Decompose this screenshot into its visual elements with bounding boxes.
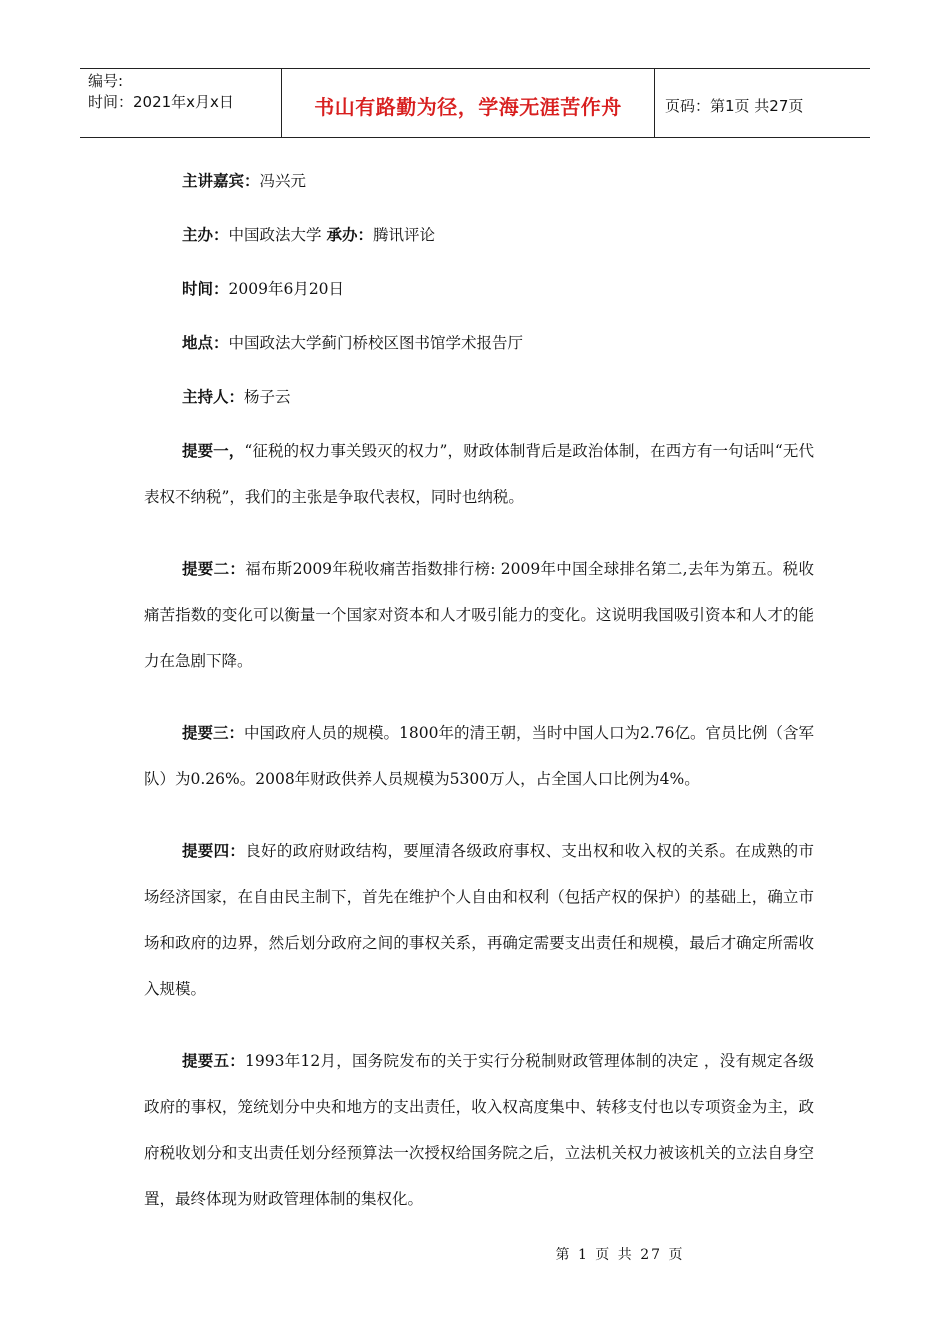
co-org-label: 承办： [326, 226, 373, 244]
organizer-line [182, 222, 814, 248]
point-paragraph [144, 710, 814, 802]
header-left-cell [80, 69, 282, 137]
number-label: 编号: [88, 72, 124, 90]
time-label: 时间：2021年x月x日 [88, 93, 234, 111]
event-time-label: 时间： [182, 280, 229, 298]
point-label: 提要五： [182, 1052, 246, 1070]
page-footer: 第 1 页 共 27 页 [555, 1247, 685, 1263]
host-org-label: 主办： [182, 226, 229, 244]
point-text: 良好的政府财政结构，要厘清各级政府事权、支出权和收入权的关系。在成熟的市场经济国家，在自由民主制下，首先在维护个人自由和权利（包括产权的保护）的基础上，确立市场和政府的边界，然后划分政府之间的事权关系，再确定需要支出责任和规模，最后才确定所需收入规模。 [144, 842, 814, 998]
moderator-label: 主持人： [182, 388, 245, 406]
speaker-label: 主讲嘉宾： [182, 172, 260, 190]
place-line [182, 330, 814, 356]
document-body [144, 168, 814, 1248]
point-text: 中国政府人员的规模。1800年的清王朝，当时中国人口为2.76亿。官员比例（含军队）为0.26%。2008年财政供养人员规模为5300万人，占全国人口比例为4%。 [144, 724, 814, 788]
point-paragraph [144, 546, 814, 684]
point-text: 福布斯2009年税收痛苦指数排行榜: 2009年中国全球排名第二,去年为第五。税收痛苦指数的变化可以衡量一个国家对资本和人才吸引能力的变化。这说明我国吸引资本和人才的能力在急剧下降。 [144, 560, 814, 670]
motto: 书山有路勤为径，学海无涯苦作舟 [282, 69, 655, 137]
page-info: 页码：第1页 共27页 [665, 96, 804, 115]
point-label: 提要四： [182, 842, 246, 860]
speaker-name: 冯兴元 [259, 172, 307, 190]
point-paragraph [144, 1038, 814, 1222]
moderator: 杨子云 [244, 388, 291, 406]
moderator-line [182, 384, 814, 410]
point-paragraph [144, 828, 814, 1012]
event-time: 2009年6月20日 [228, 280, 345, 298]
point-text: “征税的权力事关毁灭的权力”，财政体制背后是政治体制，在西方有一句话叫“无代表权不纳税”，我们的主张是争取代表权，同时也纳税。 [144, 442, 814, 506]
place: 中国政法大学蓟门桥校区图书馆学术报告厅 [228, 334, 524, 352]
point-label: 提要二： [182, 560, 246, 578]
speaker-line [182, 168, 814, 194]
point-paragraph [144, 428, 814, 520]
time-line [182, 276, 814, 302]
point-text: 1993年12月，国务院发布的关于实行分税制财政管理体制的决定 ，没有规定各级政府的事权，笼统划分中央和地方的支出责任，收入权高度集中、转移支付也以专项资金为主，政府税收划分和支出责任划分经预算法一次授权给国务院之后，立法机关权力被该机关的立法自身空置，最终体现为财政管理体制的集权化。 [144, 1052, 814, 1208]
co-org: 腾讯评论 [372, 226, 435, 244]
point-label: 提要三： [182, 724, 245, 742]
page-header [80, 68, 870, 138]
point-label: 提要一， [182, 442, 245, 460]
host-org: 中国政法大学 [228, 226, 327, 244]
place-label: 地点： [182, 334, 229, 352]
